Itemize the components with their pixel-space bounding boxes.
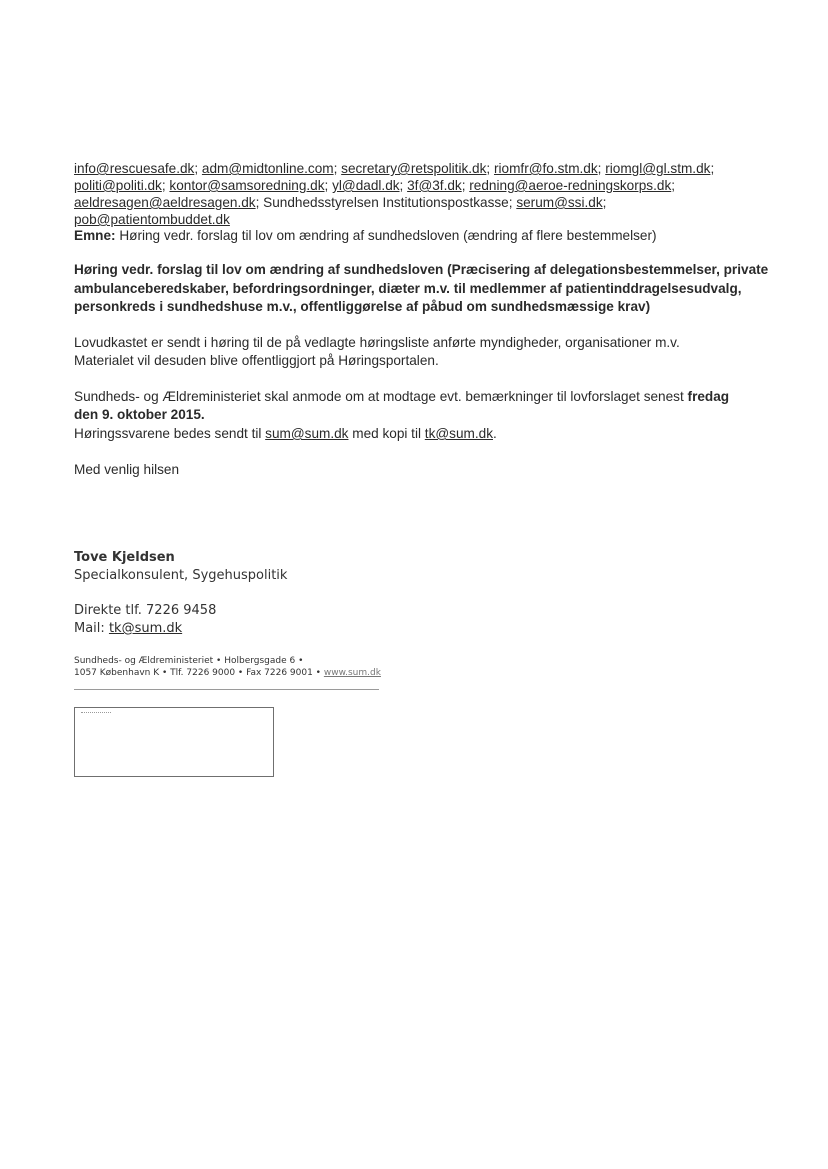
separator: ; bbox=[194, 161, 199, 176]
email-link[interactable]: politi@politi.dk bbox=[74, 178, 162, 193]
copy-email-link[interactable]: tk@sum.dk bbox=[424, 426, 493, 441]
subject-label: Emne: bbox=[74, 228, 116, 243]
separator: ; bbox=[161, 178, 166, 193]
footer-line-2 bbox=[74, 667, 381, 679]
recipient-text: Sundhedsstyrelsen Institutionspostkasse bbox=[263, 195, 509, 210]
heading-line-3: personkreds i sundhedshuse m.v., offentliggørelse af påbud om sundhedsmæssige krav) bbox=[74, 299, 651, 314]
body-paragraph-1-line-1: Lovudkastet er sendt i høring til de på vedlagte høringsliste anførte myndigheder, organisationer m.v. bbox=[74, 335, 680, 350]
signature-email-link[interactable]: tk@sum.dk bbox=[108, 621, 183, 636]
email-link[interactable]: pob@patientombuddet.dk bbox=[74, 212, 230, 227]
body-paragraph-1-line-2: Materialet vil desuden blive offentliggjort på Høringsportalen. bbox=[74, 353, 439, 368]
email-link[interactable]: riomgl@gl.stm.dk bbox=[605, 161, 711, 176]
body-paragraph-3 bbox=[74, 425, 497, 442]
stamp-box bbox=[74, 707, 274, 777]
body-paragraph-2-line-1 bbox=[74, 388, 729, 405]
separator: ; bbox=[461, 178, 466, 193]
reply-suffix: . bbox=[493, 426, 497, 441]
mail-label: Mail: bbox=[74, 621, 105, 636]
footer-line-1: Sundheds- og Ældreministeriet • Holbergsgade 6 • bbox=[74, 656, 304, 666]
separator: ; bbox=[324, 178, 329, 193]
separator: ; bbox=[508, 195, 513, 210]
email-link[interactable]: kontor@samsoredning.dk bbox=[169, 178, 325, 193]
signature-mail bbox=[74, 620, 182, 638]
email-link[interactable]: serum@ssi.dk bbox=[516, 195, 603, 210]
signature-name: Tove Kjeldsen bbox=[74, 550, 175, 565]
email-link[interactable]: 3f@3f.dk bbox=[407, 178, 462, 193]
recipient-line-1 bbox=[74, 160, 714, 177]
deadline-day: fredag bbox=[687, 389, 730, 404]
reply-email-link[interactable]: sum@sum.dk bbox=[265, 426, 349, 441]
closing: Med venlig hilsen bbox=[74, 462, 180, 477]
recipient-line-3 bbox=[74, 194, 606, 211]
recipient-line-2 bbox=[74, 177, 675, 194]
signature-title: Specialkonsulent, Sygehuspolitik bbox=[74, 568, 288, 583]
separator: ; bbox=[602, 195, 607, 210]
deadline-text: Sundheds- og Ældreministeriet skal anmode om at modtage evt. bemærkninger til lovforslaget senest bbox=[74, 389, 684, 404]
email-link[interactable]: secretary@retspolitik.dk bbox=[341, 161, 487, 176]
email-link[interactable]: redning@aeroe-redningskorps.dk bbox=[469, 178, 672, 193]
reply-mid: med kopi til bbox=[352, 426, 422, 441]
email-link[interactable]: info@rescuesafe.dk bbox=[74, 161, 195, 176]
separator: ; bbox=[710, 161, 715, 176]
subject-text: Høring vedr. forslag til lov om ændring af sundhedsloven (ændring af flere bestemmelser) bbox=[119, 228, 657, 243]
website-link[interactable]: www.sum.dk bbox=[323, 668, 381, 678]
deadline-date: den 9. oktober 2015. bbox=[74, 407, 205, 422]
email-link[interactable]: yl@dadl.dk bbox=[332, 178, 400, 193]
separator: ; bbox=[333, 161, 338, 176]
separator: ; bbox=[255, 195, 260, 210]
separator: ; bbox=[399, 178, 404, 193]
subject-line bbox=[74, 227, 657, 244]
stamp-mark bbox=[81, 712, 111, 713]
separator: ; bbox=[597, 161, 602, 176]
separator: ; bbox=[671, 178, 676, 193]
heading-line-2: ambulanceberedskaber, befordringsordninger, diæter m.v. til medlemmer af patientinddragelsesudvalg, bbox=[74, 281, 742, 296]
email-link[interactable]: adm@midtonline.com bbox=[201, 161, 334, 176]
recipient-line-4 bbox=[74, 211, 230, 228]
separator: ; bbox=[486, 161, 491, 176]
footer-contact: 1057 København K • Tlf. 7226 9000 • Fax 7226 9001 • bbox=[74, 668, 321, 678]
signature-phone: Direkte tlf. 7226 9458 bbox=[74, 603, 217, 618]
heading-line-1: Høring vedr. forslag til lov om ændring af sundhedsloven (Præcisering af delegationsbestemmelser, private bbox=[74, 262, 769, 277]
reply-prefix: Høringssvarene bedes sendt til bbox=[74, 426, 262, 441]
footer-divider bbox=[74, 689, 379, 690]
email-link[interactable]: aeldresagen@aeldresagen.dk bbox=[74, 195, 256, 210]
email-link[interactable]: riomfr@fo.stm.dk bbox=[493, 161, 598, 176]
